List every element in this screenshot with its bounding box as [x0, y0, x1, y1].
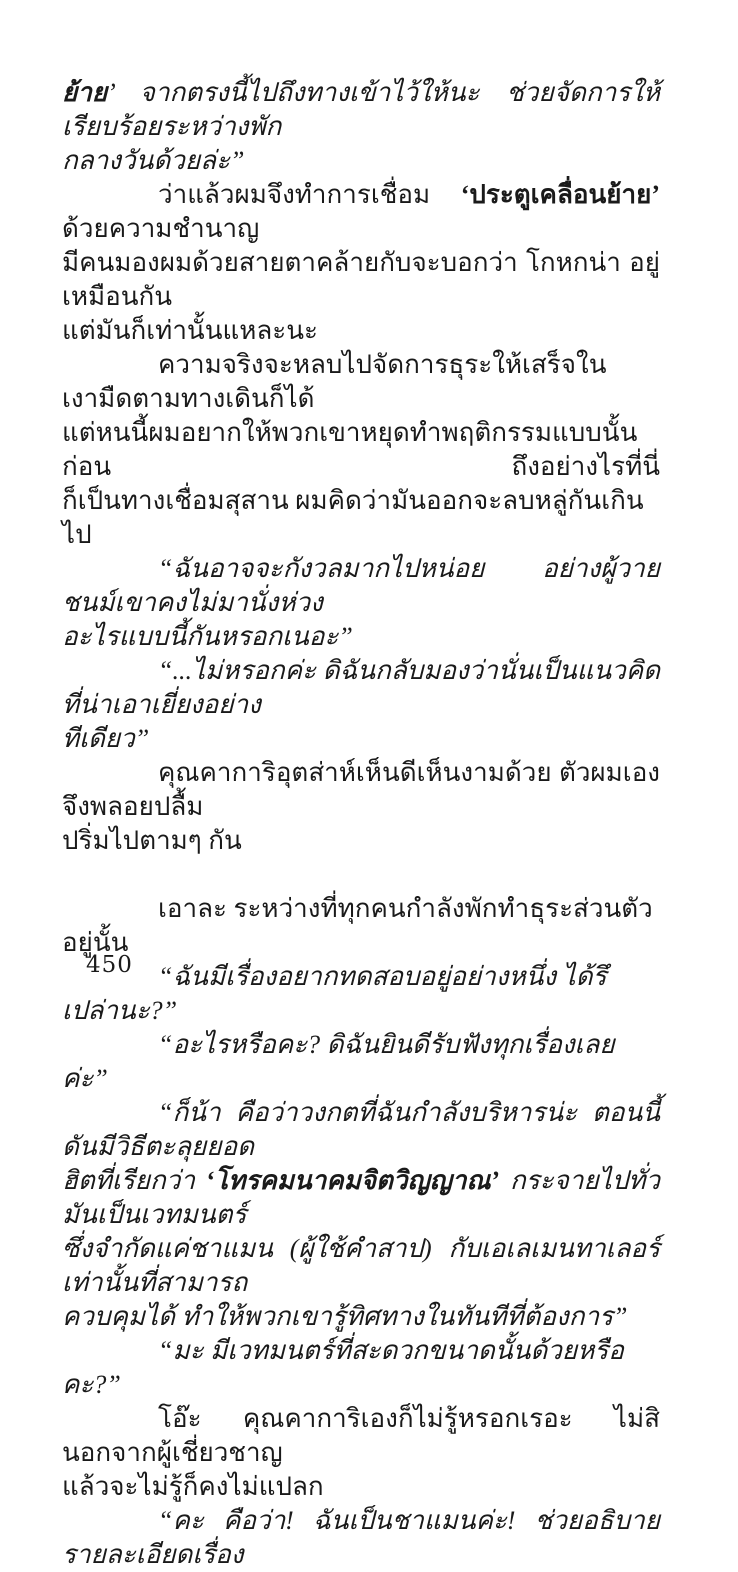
text-segment: “ก็น้า คือว่าวงกตที่ฉันกำลังบริหารน่ะ ตอนนี้ดันมีวิธีตะลุยยอด: [62, 1098, 660, 1161]
text-segment: “มะ มีเวทมนตร์ที่สะดวกขนาดนั้นด้วยหรือคะ?”: [62, 1336, 624, 1399]
text-line: [62, 1232, 660, 1300]
page-number: 450: [86, 952, 133, 978]
text-block: [62, 76, 660, 1572]
text-line: [62, 722, 660, 756]
text-segment: ปริ่มไปตามๆ กัน: [62, 826, 242, 855]
text-line: [62, 824, 660, 858]
text-segment: ความจริงจะหลบไปจัดการธุระให้เสร็จในเงามืดตามทางเดินก็ได้: [62, 350, 607, 413]
text-segment: กลางวันด้วยล่ะ”: [62, 146, 245, 175]
text-line: [62, 654, 660, 722]
text-line: [62, 76, 660, 144]
bold-phrase: ‘โทรคมนาคมจิตวิญญาณ’: [205, 1166, 500, 1195]
text-segment: คุณคาการิอุตส่าห์เห็นดีเห็นงามด้วย ตัวผมเองจึงพลอยปลื้ม: [62, 758, 660, 821]
text-line: [62, 892, 660, 960]
text-line: [62, 1096, 660, 1164]
text-segment: “ฉันมีเรื่องอยากทดสอบอยู่อย่างหนึ่ง ได้รึเปล่านะ?”: [62, 962, 607, 1025]
text-line: [62, 1334, 660, 1402]
text-line: [62, 1402, 660, 1470]
text-segment: ก็เป็นทางเชื่อมสุสาน ผมคิดว่ามันออกจะลบหลู่กันเกินไป: [62, 486, 644, 549]
text-segment: แต่มันก็เท่านั้นแหละนะ: [62, 316, 319, 345]
text-segment: อะไรแบบนี้กันหรอกเนอะ”: [62, 622, 353, 651]
text-line: [62, 756, 660, 824]
text-line: [62, 1028, 660, 1096]
text-segment: ซึ่งจำกัดแค่ชาแมน (ผู้ใช้คำสาป) กับเอเลเมนทาเลอร์เท่านั้นที่สามารถ: [62, 1234, 660, 1297]
text-line: [62, 552, 660, 620]
bold-phrase: ‘ประตูเคลื่อนย้าย’: [460, 180, 660, 209]
text-segment: ทีเดียว”: [62, 724, 150, 753]
text-segment: ว่าแล้วผมจึงทำการเชื่อม: [158, 180, 461, 209]
text-segment: เอาละ ระหว่างที่ทุกคนกำลังพักทำธุระส่วนตัวอยู่นั้น: [62, 894, 653, 957]
text-segment: ด้วยความชำนาญ: [62, 214, 260, 243]
text-segment: “คะ คือว่า! ฉันเป็นชาแมนค่ะ! ช่วยอธิบายรายละเอียดเรื่อง: [62, 1506, 660, 1569]
text-segment: “ฉันอาจจะกังวลมากไปหน่อย อย่างผู้วายชนม์เขาคงไม่มานั่งห่วง: [62, 554, 660, 617]
text-line: [62, 620, 660, 654]
text-segment: ควบคุมได้ ทำให้พวกเขารู้ทิศทางในทันทีที่ต้องการ”: [62, 1302, 628, 1331]
text-segment: ฮิตที่เรียกว่า: [62, 1166, 206, 1195]
text-line: [62, 1470, 660, 1504]
text-segment: กระจายไปทั่ว มันเป็นเวทมนตร์: [62, 1166, 660, 1229]
text-segment: แล้วจะไม่รู้ก็คงไม่แปลก: [62, 1472, 324, 1501]
text-segment: “อะไรหรือคะ? ดิฉันยินดีรับฟังทุกเรื่องเลยค่ะ”: [62, 1030, 615, 1093]
text-segment: ’ จากตรงนี้ไปถึงทางเข้าไว้ให้นะ ช่วยจัดการให้เรียบร้อยระหว่างพัก: [62, 78, 660, 141]
text-line: [62, 348, 660, 416]
text-line: [62, 416, 660, 484]
text-line: [62, 178, 660, 246]
text-line: [62, 1504, 660, 1572]
text-line: [62, 1164, 660, 1232]
text-line: [62, 960, 660, 1028]
text-segment: “...ไม่หรอกค่ะ ดิฉันกลับมองว่านั่นเป็นแนวคิดที่น่าเอาเยี่ยงอย่าง: [62, 656, 660, 719]
bold-phrase: ย้าย: [62, 78, 108, 107]
text-segment: โอ๊ะ คุณคาการิเองก็ไม่รู้หรอกเรอะ ไม่สิ นอกจากผู้เชี่ยวชาญ: [62, 1404, 660, 1467]
text-segment: มีคนมองผมด้วยสายตาคล้ายกับจะบอกว่า โกหกน่า อยู่เหมือนกัน: [62, 248, 660, 311]
text-line: [62, 246, 660, 314]
text-line: [62, 1300, 660, 1334]
blank-line: [62, 858, 660, 892]
text-line: [62, 144, 660, 178]
text-segment: แต่หนนี้ผมอยากให้พวกเขาหยุดทำพฤติกรรมแบบนั้นก่อน ถึงอย่างไรที่นี่: [62, 418, 660, 481]
text-line: [62, 314, 660, 348]
text-line: [62, 484, 660, 552]
